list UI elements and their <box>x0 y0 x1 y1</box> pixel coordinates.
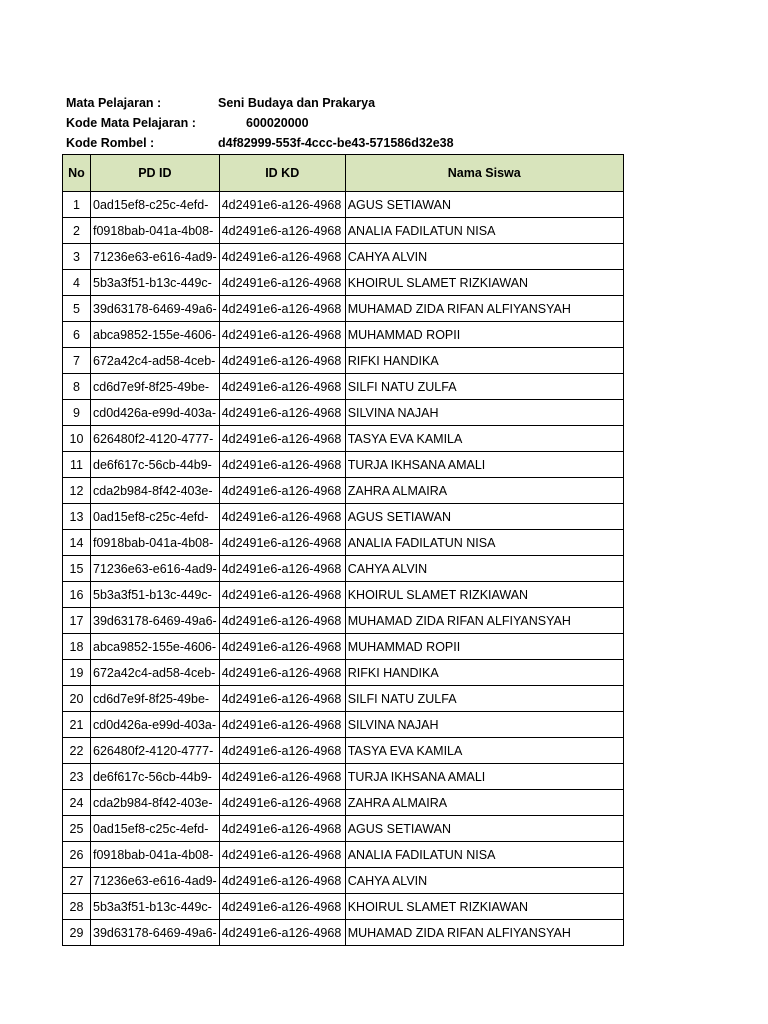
cell-nama-siswa[interactable]: TURJA IKHSANA AMALI <box>345 764 623 790</box>
table-body <box>63 192 624 946</box>
mapel-value: Seni Budaya dan Prakarya <box>218 96 376 110</box>
cell-id-kd[interactable]: 4d2491e6-a126-4968 <box>219 270 345 296</box>
cell-no[interactable]: 5 <box>63 296 91 322</box>
cell-nama-siswa[interactable]: MUHAMMAD ROPII <box>345 634 623 660</box>
cell-pd-id[interactable]: cd0d426a-e99d-403a- <box>91 712 220 738</box>
cell-id-kd[interactable]: 4d2491e6-a126-4968 <box>219 244 345 270</box>
cell-nama-siswa[interactable]: RIFKI HANDIKA <box>345 348 623 374</box>
cell-nama-siswa[interactable]: MUHAMAD ZIDA RIFAN ALFIYANSYAH <box>345 920 623 946</box>
cell-nama-siswa[interactable]: ANALIA FADILATUN NISA <box>345 842 623 868</box>
table-row <box>63 530 624 556</box>
cell-id-kd[interactable]: 4d2491e6-a126-4968 <box>219 920 345 946</box>
mapel-label: Mata Pelajaran : <box>66 96 162 110</box>
cell-id-kd[interactable]: 4d2491e6-a126-4968 <box>219 712 345 738</box>
cell-id-kd[interactable]: 4d2491e6-a126-4968 <box>219 504 345 530</box>
cell-no[interactable]: 3 <box>63 244 91 270</box>
cell-nama-siswa[interactable]: TASYA EVA KAMILA <box>345 738 623 764</box>
cell-nama-siswa[interactable]: RIFKI HANDIKA <box>345 660 623 686</box>
cell-id-kd[interactable]: 4d2491e6-a126-4968 <box>219 660 345 686</box>
table-row <box>63 790 624 816</box>
cell-nama-siswa[interactable]: SILFI NATU ZULFA <box>345 374 623 400</box>
cell-pd-id[interactable]: cd6d7e9f-8f25-49be- <box>91 374 220 400</box>
cell-pd-id[interactable]: 71236e63-e616-4ad9- <box>91 244 220 270</box>
table-row <box>63 374 624 400</box>
cell-pd-id[interactable]: 0ad15ef8-c25c-4efd- <box>91 816 220 842</box>
cell-no[interactable]: 26 <box>63 842 91 868</box>
cell-id-kd[interactable]: 4d2491e6-a126-4968 <box>219 530 345 556</box>
cell-nama-siswa[interactable]: CAHYA ALVIN <box>345 868 623 894</box>
cell-pd-id[interactable]: 672a42c4-ad58-4ceb- <box>91 348 220 374</box>
cell-nama-siswa[interactable]: ANALIA FADILATUN NISA <box>345 218 623 244</box>
cell-pd-id[interactable]: cd6d7e9f-8f25-49be- <box>91 686 220 712</box>
cell-id-kd[interactable]: 4d2491e6-a126-4968 <box>219 764 345 790</box>
cell-nama-siswa[interactable]: AGUS SETIAWAN <box>345 504 623 530</box>
cell-id-kd[interactable]: 4d2491e6-a126-4968 <box>219 894 345 920</box>
cell-nama-siswa[interactable]: CAHYA ALVIN <box>345 244 623 270</box>
table-row <box>63 712 624 738</box>
cell-nama-siswa[interactable]: MUHAMMAD ROPII <box>345 322 623 348</box>
cell-id-kd[interactable]: 4d2491e6-a126-4968 <box>219 322 345 348</box>
cell-no[interactable]: 14 <box>63 530 91 556</box>
table-row <box>63 582 624 608</box>
cell-pd-id[interactable]: 39d63178-6469-49a6- <box>91 608 220 634</box>
cell-no[interactable]: 22 <box>63 738 91 764</box>
cell-nama-siswa[interactable]: SILVINA NAJAH <box>345 712 623 738</box>
cell-nama-siswa[interactable]: SILVINA NAJAH <box>345 400 623 426</box>
table-row <box>63 452 624 478</box>
cell-id-kd[interactable]: 4d2491e6-a126-4968 <box>219 296 345 322</box>
cell-pd-id[interactable]: f0918bab-041a-4b08- <box>91 218 220 244</box>
table-row <box>63 218 624 244</box>
table-row <box>63 504 624 530</box>
cell-id-kd[interactable]: 4d2491e6-a126-4968 <box>219 556 345 582</box>
cell-id-kd[interactable]: 4d2491e6-a126-4968 <box>219 608 345 634</box>
cell-id-kd[interactable]: 4d2491e6-a126-4968 <box>219 218 345 244</box>
cell-pd-id[interactable]: cda2b984-8f42-403e- <box>91 478 220 504</box>
header-id-kd: ID KD <box>219 155 345 192</box>
cell-no[interactable]: 20 <box>63 686 91 712</box>
cell-nama-siswa[interactable]: KHOIRUL SLAMET RIZKIAWAN <box>345 894 623 920</box>
table-row <box>63 868 624 894</box>
cell-id-kd[interactable]: 4d2491e6-a126-4968 <box>219 478 345 504</box>
table-row <box>63 244 624 270</box>
title-clip <box>0 60 620 100</box>
cell-id-kd[interactable]: 4d2491e6-a126-4968 <box>219 816 345 842</box>
cell-pd-id[interactable]: abca9852-155e-4606- <box>91 322 220 348</box>
cell-no[interactable]: 11 <box>63 452 91 478</box>
cell-pd-id[interactable]: 71236e63-e616-4ad9- <box>91 556 220 582</box>
table-row <box>63 634 624 660</box>
cell-nama-siswa[interactable]: TURJA IKHSANA AMALI <box>345 452 623 478</box>
cell-nama-siswa[interactable]: KHOIRUL SLAMET RIZKIAWAN <box>345 270 623 296</box>
cell-nama-siswa[interactable]: MUHAMAD ZIDA RIFAN ALFIYANSYAH <box>345 296 623 322</box>
cell-id-kd[interactable]: 4d2491e6-a126-4968 <box>219 868 345 894</box>
table-row <box>63 400 624 426</box>
cell-nama-siswa[interactable]: ZAHRA ALMAIRA <box>345 478 623 504</box>
header-pd-id: PD ID <box>91 155 220 192</box>
cell-no[interactable]: 29 <box>63 920 91 946</box>
cell-pd-id[interactable]: de6f617c-56cb-44b9- <box>91 764 220 790</box>
cell-id-kd[interactable]: 4d2491e6-a126-4968 <box>219 842 345 868</box>
cell-no[interactable]: 28 <box>63 894 91 920</box>
cell-pd-id[interactable]: f0918bab-041a-4b08- <box>91 842 220 868</box>
cell-no[interactable]: 16 <box>63 582 91 608</box>
table-row <box>63 608 624 634</box>
cell-nama-siswa[interactable]: CAHYA ALVIN <box>345 556 623 582</box>
table-row <box>63 192 624 218</box>
cell-no[interactable]: 10 <box>63 426 91 452</box>
cell-pd-id[interactable]: 626480f2-4120-4777- <box>91 426 220 452</box>
cell-no[interactable]: 27 <box>63 868 91 894</box>
cell-nama-siswa[interactable]: AGUS SETIAWAN <box>345 816 623 842</box>
cell-id-kd[interactable]: 4d2491e6-a126-4968 <box>219 738 345 764</box>
cell-pd-id[interactable]: de6f617c-56cb-44b9- <box>91 452 220 478</box>
cell-no[interactable]: 18 <box>63 634 91 660</box>
nilai-table <box>62 154 624 946</box>
table-row <box>63 296 624 322</box>
header-nama-siswa: Nama Siswa <box>345 155 623 192</box>
cell-pd-id[interactable]: 5b3a3f51-b13c-449c- <box>91 894 220 920</box>
cell-pd-id[interactable]: 39d63178-6469-49a6- <box>91 296 220 322</box>
cell-pd-id[interactable]: f0918bab-041a-4b08- <box>91 530 220 556</box>
cell-no[interactable]: 19 <box>63 660 91 686</box>
table-row <box>63 556 624 582</box>
cell-no[interactable]: 7 <box>63 348 91 374</box>
cell-id-kd[interactable]: 4d2491e6-a126-4968 <box>219 348 345 374</box>
kode-mapel-value: 600020000 <box>246 116 309 130</box>
cell-id-kd[interactable]: 4d2491e6-a126-4968 <box>219 400 345 426</box>
table-row <box>63 270 624 296</box>
table-row <box>63 920 624 946</box>
cell-id-kd[interactable]: 4d2491e6-a126-4968 <box>219 582 345 608</box>
cell-id-kd[interactable]: 4d2491e6-a126-4968 <box>219 634 345 660</box>
kode-rombel-value: d4f82999-553f-4ccc-be43-571586d32e38 <box>218 136 454 150</box>
table-header-row <box>63 155 624 192</box>
cell-nama-siswa[interactable]: ANALIA FADILATUN NISA <box>345 530 623 556</box>
cell-no[interactable]: 9 <box>63 400 91 426</box>
cell-no[interactable]: 6 <box>63 322 91 348</box>
cell-id-kd[interactable]: 4d2491e6-a126-4968 <box>219 686 345 712</box>
cell-no[interactable]: 21 <box>63 712 91 738</box>
cell-no[interactable]: 23 <box>63 764 91 790</box>
cell-no[interactable]: 17 <box>63 608 91 634</box>
cell-no[interactable]: 2 <box>63 218 91 244</box>
cell-pd-id[interactable]: 626480f2-4120-4777- <box>91 738 220 764</box>
cell-no[interactable]: 15 <box>63 556 91 582</box>
cell-pd-id[interactable]: cd0d426a-e99d-403a- <box>91 400 220 426</box>
cell-no[interactable]: 13 <box>63 504 91 530</box>
cell-id-kd[interactable]: 4d2491e6-a126-4968 <box>219 790 345 816</box>
table-row <box>63 738 624 764</box>
header-no: No <box>63 155 91 192</box>
cell-id-kd[interactable]: 4d2491e6-a126-4968 <box>219 192 345 218</box>
cell-no[interactable]: 25 <box>63 816 91 842</box>
cell-no[interactable]: 1 <box>63 192 91 218</box>
cell-nama-siswa[interactable]: MUHAMAD ZIDA RIFAN ALFIYANSYAH <box>345 608 623 634</box>
cell-no[interactable]: 12 <box>63 478 91 504</box>
cell-pd-id[interactable]: 39d63178-6469-49a6- <box>91 920 220 946</box>
cell-pd-id[interactable]: 5b3a3f51-b13c-449c- <box>91 582 220 608</box>
cell-no[interactable]: 4 <box>63 270 91 296</box>
cell-pd-id[interactable]: abca9852-155e-4606- <box>91 634 220 660</box>
table-row <box>63 764 624 790</box>
table-row <box>63 478 624 504</box>
cell-nama-siswa[interactable]: ZAHRA ALMAIRA <box>345 790 623 816</box>
cell-no[interactable]: 24 <box>63 790 91 816</box>
cell-no[interactable]: 8 <box>63 374 91 400</box>
table-row <box>63 842 624 868</box>
cell-pd-id[interactable]: 0ad15ef8-c25c-4efd- <box>91 504 220 530</box>
cell-pd-id[interactable]: 5b3a3f51-b13c-449c- <box>91 270 220 296</box>
table-row <box>63 816 624 842</box>
table-row <box>63 426 624 452</box>
table-row <box>63 660 624 686</box>
cell-id-kd[interactable]: 4d2491e6-a126-4968 <box>219 452 345 478</box>
table-row <box>63 894 624 920</box>
cell-id-kd[interactable]: 4d2491e6-a126-4968 <box>219 426 345 452</box>
cell-nama-siswa[interactable]: AGUS SETIAWAN <box>345 192 623 218</box>
cell-nama-siswa[interactable]: KHOIRUL SLAMET RIZKIAWAN <box>345 582 623 608</box>
cell-id-kd[interactable]: 4d2491e6-a126-4968 <box>219 374 345 400</box>
cell-nama-siswa[interactable]: TASYA EVA KAMILA <box>345 426 623 452</box>
cell-nama-siswa[interactable]: SILFI NATU ZULFA <box>345 686 623 712</box>
kode-mapel-label: Kode Mata Pelajaran : <box>66 116 196 130</box>
table-row <box>63 348 624 374</box>
table-row <box>63 686 624 712</box>
cell-pd-id[interactable]: 672a42c4-ad58-4ceb- <box>91 660 220 686</box>
cell-pd-id[interactable]: 71236e63-e616-4ad9- <box>91 868 220 894</box>
table-row <box>63 322 624 348</box>
cell-pd-id[interactable]: cda2b984-8f42-403e- <box>91 790 220 816</box>
cell-pd-id[interactable]: 0ad15ef8-c25c-4efd- <box>91 192 220 218</box>
kode-rombel-label: Kode Rombel : <box>66 136 155 150</box>
